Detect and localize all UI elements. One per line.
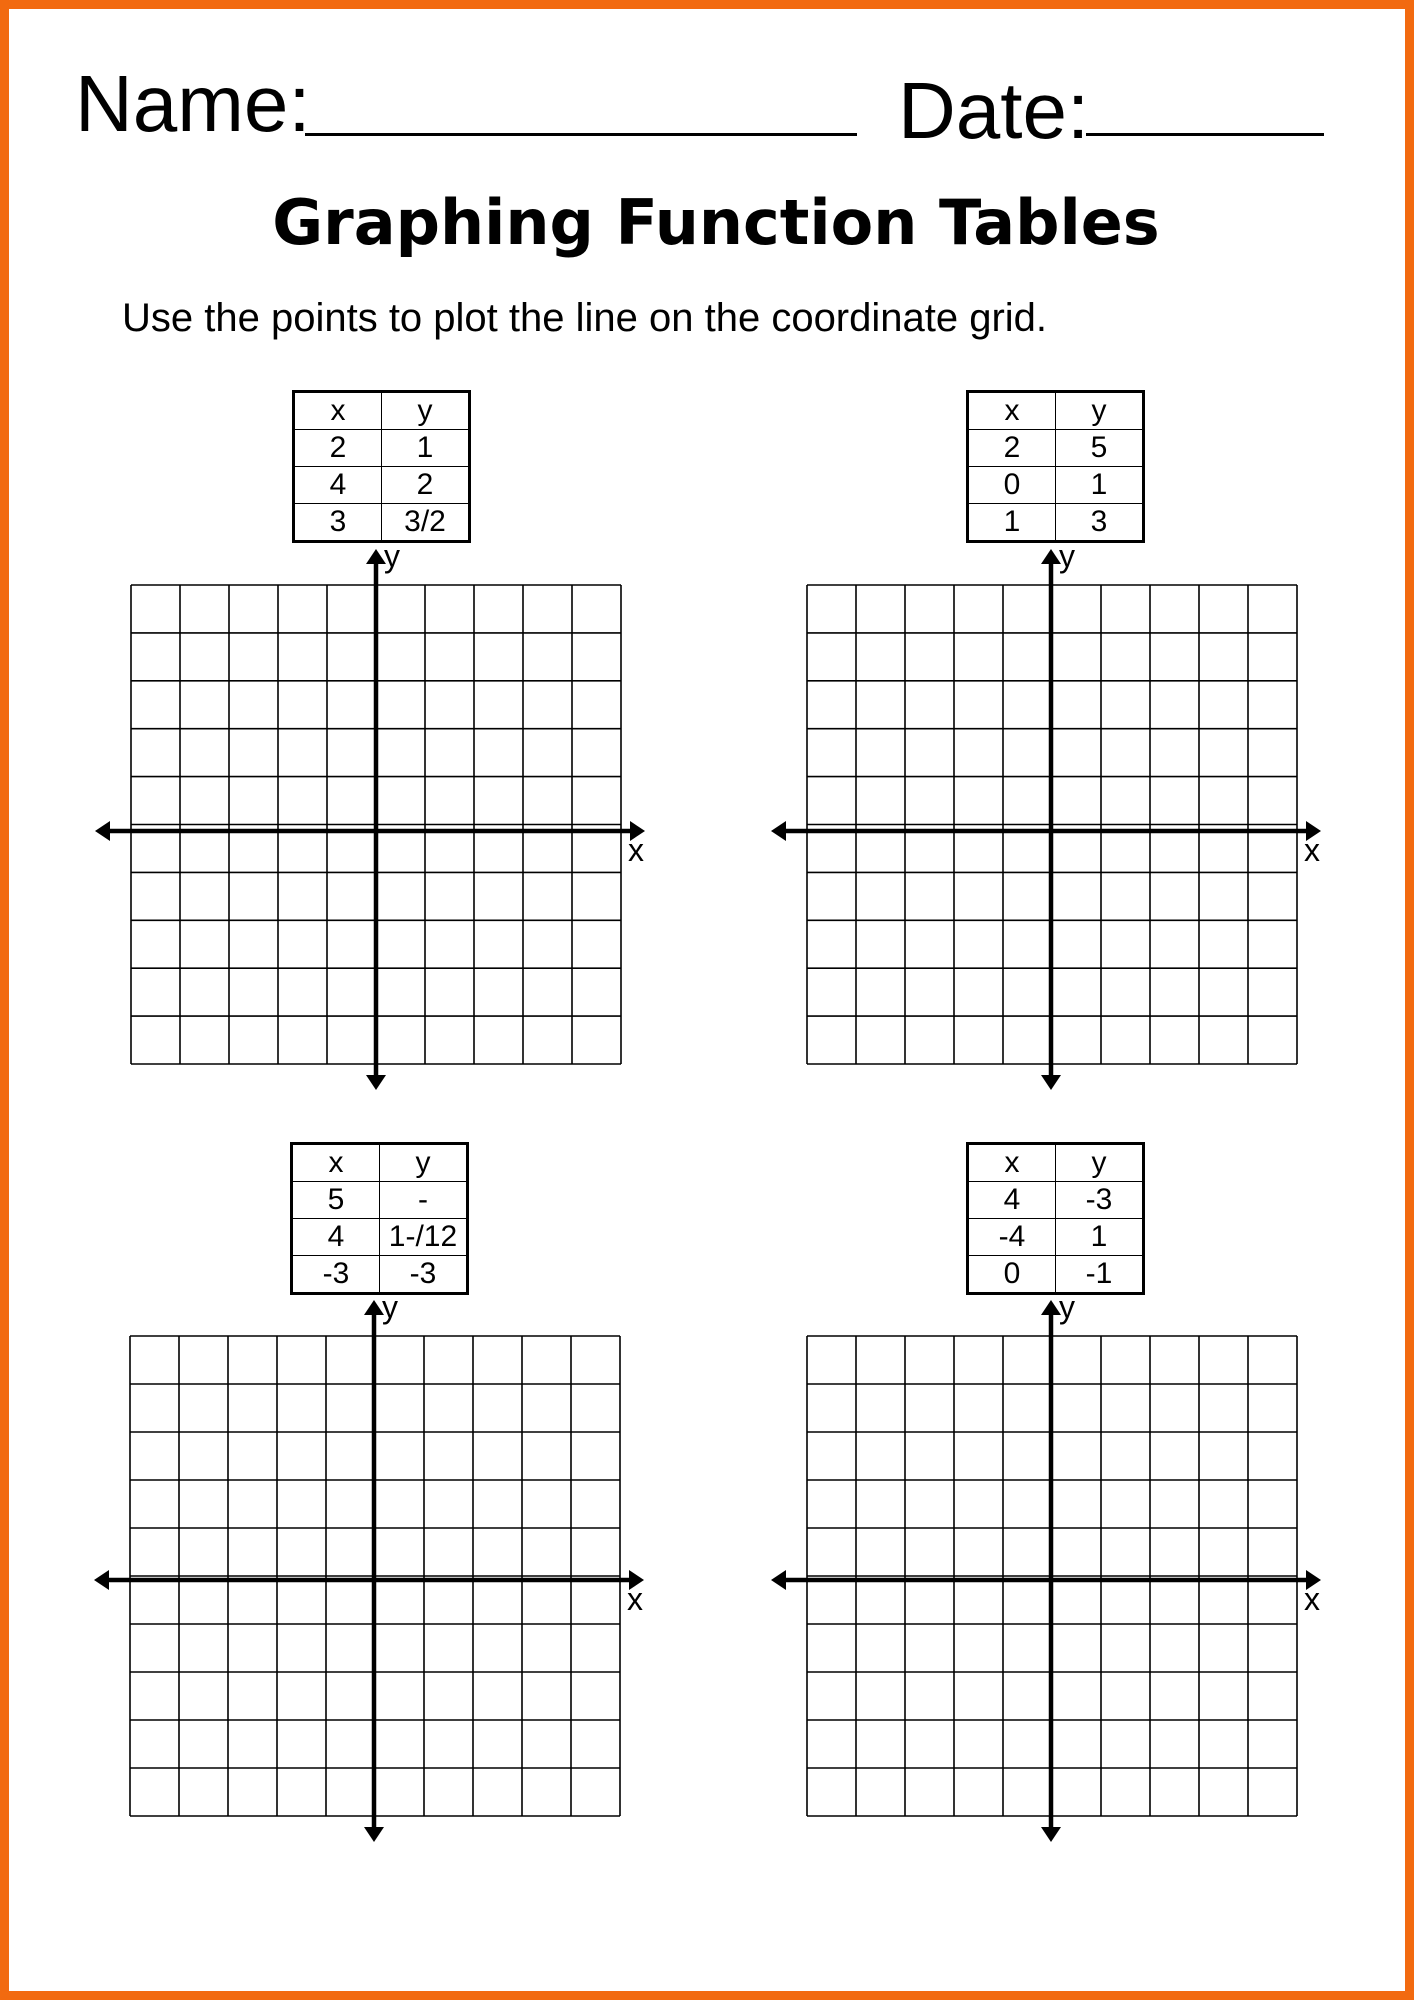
- x-value-cell: -4: [968, 1219, 1056, 1256]
- x-value-cell: 2: [294, 430, 382, 467]
- y-value-cell: -: [380, 1182, 468, 1219]
- y-value-cell: 3/2: [382, 504, 470, 542]
- y-value-cell: 1: [1056, 467, 1144, 504]
- y-value-cell: 1: [382, 430, 470, 467]
- x-value-cell: 3: [294, 504, 382, 542]
- x-value-cell: 4: [294, 467, 382, 504]
- x-value-cell: 4: [292, 1219, 380, 1256]
- y-axis-label: y: [1059, 538, 1075, 574]
- y-header-cell: y: [1056, 1144, 1144, 1182]
- x-axis-label: x: [1304, 832, 1320, 868]
- x-axis-label: x: [627, 1581, 643, 1617]
- y-value-cell: 3: [1056, 504, 1144, 542]
- x-value-cell: 5: [292, 1182, 380, 1219]
- x-value-cell: 4: [968, 1182, 1056, 1219]
- x-header-cell: x: [968, 392, 1056, 430]
- x-value-cell: 0: [968, 1256, 1056, 1294]
- y-value-cell: 1-/12: [380, 1219, 468, 1256]
- x-value-cell: 2: [968, 430, 1056, 467]
- y-axis-label: y: [382, 1289, 398, 1325]
- x-axis-label: x: [628, 832, 644, 868]
- x-axis-left-arrow: [771, 1570, 786, 1590]
- y-value-cell: -1: [1056, 1256, 1144, 1294]
- x-value-cell: 1: [968, 504, 1056, 542]
- x-header-cell: x: [294, 392, 382, 430]
- worksheet-title: Graphing Function Tables: [272, 186, 1160, 259]
- x-header-cell: x: [968, 1144, 1056, 1182]
- coordinate-grid[interactable]: [9, 9, 1414, 2009]
- y-axis-label: y: [384, 538, 400, 574]
- y-axis-label: y: [1059, 1289, 1075, 1325]
- y-value-cell: 1: [1056, 1219, 1144, 1256]
- y-axis-down-arrow: [1041, 1827, 1061, 1842]
- y-header-cell: y: [382, 392, 470, 430]
- x-value-cell: -3: [292, 1256, 380, 1294]
- y-value-cell: -3: [1056, 1182, 1144, 1219]
- name-label: Name:: [75, 59, 311, 148]
- y-value-cell: -3: [380, 1256, 468, 1294]
- y-value-cell: 5: [1056, 430, 1144, 467]
- x-value-cell: 0: [968, 467, 1056, 504]
- instructions-text: Use the points to plot the line on the coordinate grid.: [122, 296, 1048, 340]
- x-header-cell: x: [292, 1144, 380, 1182]
- date-label: Date:: [898, 66, 1090, 155]
- y-axis-up-arrow: [1041, 1300, 1061, 1315]
- y-value-cell: 2: [382, 467, 470, 504]
- x-axis-label: x: [1304, 1581, 1320, 1617]
- y-header-cell: y: [1056, 392, 1144, 430]
- y-header-cell: y: [380, 1144, 468, 1182]
